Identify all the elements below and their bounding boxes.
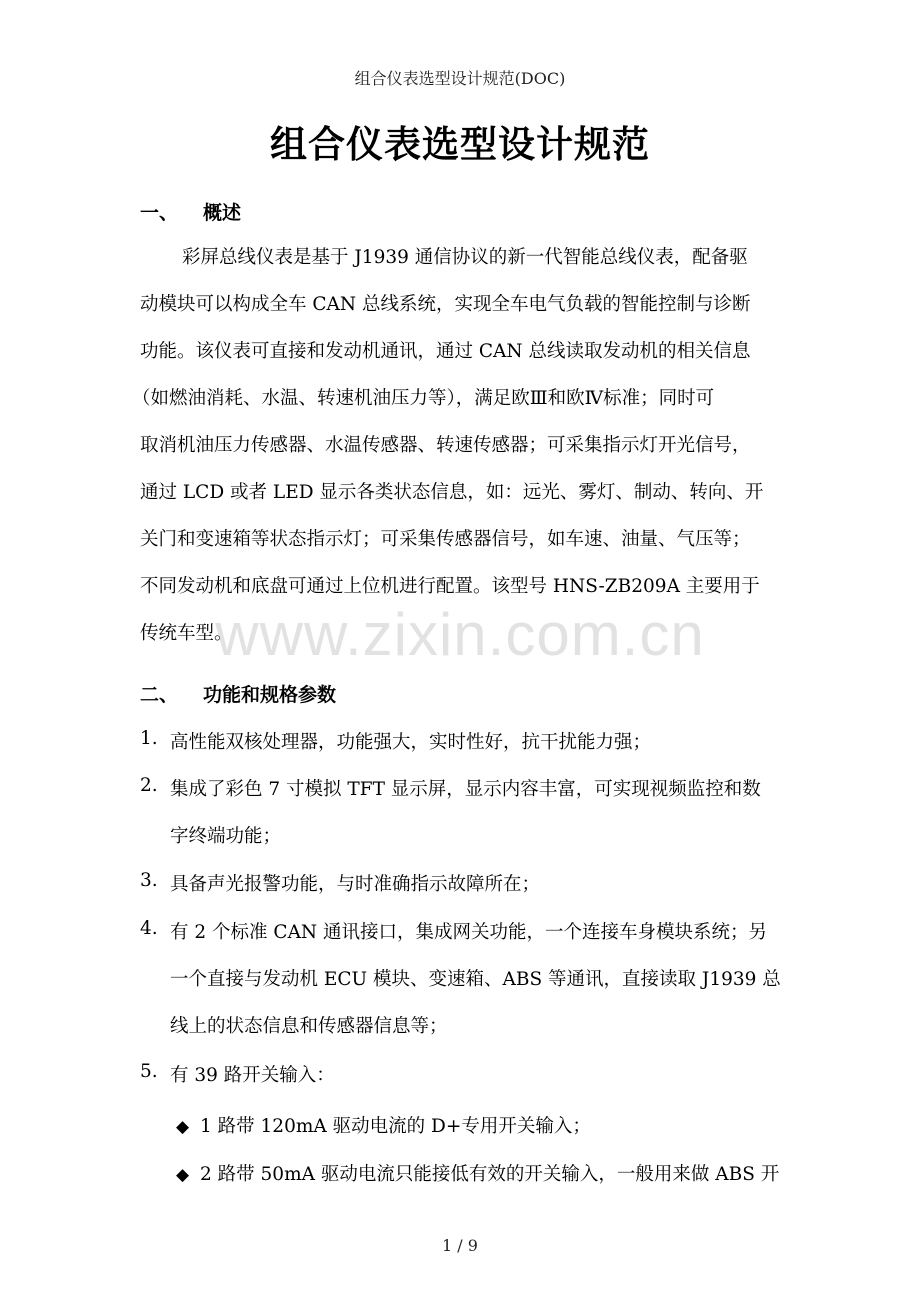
bullet-item (176, 1112, 591, 1138)
section-title: 概述 (203, 202, 242, 224)
bullet-item (176, 1160, 779, 1186)
section-number: 二、 (140, 684, 179, 706)
list-item-text: 一个直接与发动机 ECU 模块、变速箱、ABS 等通讯，直接读取 J1939 总 (170, 969, 781, 990)
list-item-text: 具备声光报警功能，与时准确指示故障所在； (170, 874, 541, 895)
list-item-number: 1. (140, 728, 158, 749)
page-number: 1 / 9 (442, 1236, 478, 1255)
list-item-text: 字终端功能； (170, 826, 282, 847)
paragraph-line: （如燃油消耗、水温、转速机油压力等），满足欧Ⅲ和欧Ⅳ标准；同时可 (132, 388, 715, 409)
section-title: 功能和规格参数 (203, 684, 337, 706)
watermark: www.zixin.com.cn (215, 601, 705, 668)
page-header: 组合仪表选型设计规范(DOC) (354, 69, 566, 88)
list-item-number: 4. (140, 918, 158, 939)
list-item-text: 高性能双核处理器，功能强大，实时性好，抗干扰能力强； (170, 732, 652, 753)
paragraph-line: 动模块可以构成全车 CAN 总线系统，实现全车电气负载的智能控制与诊断 (140, 294, 751, 315)
list-item-number: 3. (140, 870, 158, 891)
bullet-text: 2 路带 50mA 驱动电流只能接低有效的开关输入，一般用来做 ABS 开 (200, 1164, 780, 1185)
list-item-text: 有 39 路开关输入： (170, 1065, 335, 1086)
list-item-number: 5. (140, 1061, 158, 1082)
list-item-text: 有 2 个标准 CAN 通讯接口，集成网关功能，一个连接车身模块系统；另 (170, 922, 767, 943)
diamond-bullet-icon: ◆ (176, 1165, 190, 1185)
document-title: 组合仪表选型设计规范 (270, 122, 650, 166)
list-item-text: 线上的状态信息和传感器信息等； (170, 1016, 448, 1037)
bullet-text: 1 路带 120mA 驱动电流的 D+专用开关输入； (200, 1116, 591, 1137)
paragraph-line: 功能。该仪表可直接和发动机通讯，通过 CAN 总线读取发动机的相关信息 (140, 341, 751, 362)
paragraph-line: 取消机油压力传感器、水温传感器、转速传感器；可采集指示灯开光信号， (140, 435, 751, 456)
list-item-number: 2. (140, 775, 158, 796)
paragraph-line: 关门和变速箱等状态指示灯；可采集传感器信号，如车速、油量、气压等； (140, 529, 751, 550)
paragraph-line: 通过 LCD 或者 LED 显示各类状态信息，如：远光、雾灯、制动、转向、开 (140, 482, 764, 503)
paragraph-line: 传统车型。 (140, 623, 233, 644)
section-heading-specs (140, 680, 336, 707)
section-heading-overview (140, 198, 241, 225)
section-number: 一、 (140, 202, 179, 224)
paragraph-line: 不同发动机和底盘可通过上位机进行配置。该型号 HNS-ZB209A 主要用于 (140, 576, 760, 597)
list-item-text: 集成了彩色 7 寸模拟 TFT 显示屏，显示内容丰富，可实现视频监控和数 (170, 779, 761, 800)
paragraph-line: 彩屏总线仪表是基于 J1939 通信协议的新一代智能总线仪表，配备驱 (182, 247, 748, 268)
diamond-bullet-icon: ◆ (176, 1117, 190, 1137)
